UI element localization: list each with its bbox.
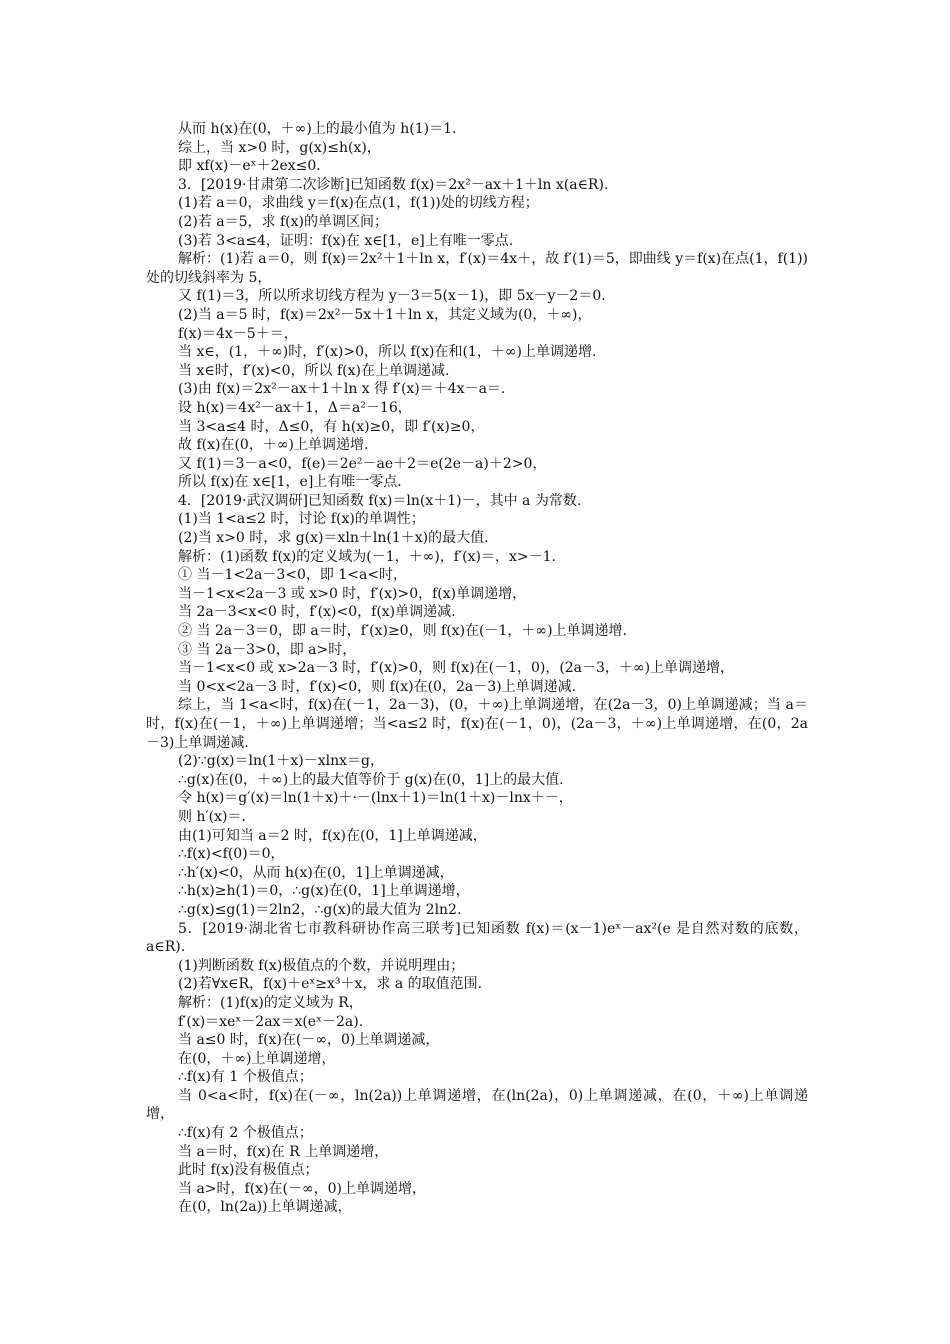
text-line: (2)若∀x∈R，f(x)＋eˣ≥x³＋x，求 a 的取值范围. [178, 976, 483, 993]
text-line: 解析：(1)f(x)的定义域为 R， [178, 994, 363, 1011]
problem-5-heading: 5．[2019·湖北省七市教科研协作高三联考]已知函数 f(x)＝(x－1)eˣ－ax²(e 是自然对数的底数，a∈R). [146, 920, 808, 956]
text-line: 综上，当 x>0 时，g(x)≤h(x)， [178, 139, 381, 156]
text-line: 又 f(1)＝3，所以所求切线方程为 y－3＝5(x－1)，即 5x－y－2＝0. [178, 288, 606, 305]
text-line: ① 当－1<2a－3<0，即 1<a<时， [178, 567, 408, 584]
text-line: 在(0，＋∞)上单调递增， [178, 1050, 336, 1067]
text-line: (1)判断函数 f(x)极值点的个数，并说明理由； [178, 957, 465, 974]
text-line: 从而 h(x)在(0，＋∞)上的最小值为 h(1)＝1. [178, 121, 457, 137]
text-line: 设 h(x)＝4x²－ax＋1，Δ＝a²－16， [178, 399, 412, 416]
text-line: ∴g(x)在(0，＋∞)上的最大值等价于 g(x)在(0，1]上的最大值. [178, 771, 564, 788]
text-line: f′(x)＝xeˣ－2ax＝x(eˣ－2a). [178, 1013, 364, 1030]
text-line: (2)∵g(x)＝ln(1＋x)－xlnx＝g， [178, 753, 384, 770]
text-line: (3)由 f(x)＝2x²－ax＋1＋ln x 得 f′(x)＝＋4x－a＝. [178, 381, 506, 398]
text-line: 当－1<x<2a－3 或 x>0 时，f′(x)>0，f(x)单调递增， [178, 585, 527, 602]
problem-4-heading: 4．[2019·武汉调研]已知函数 f(x)＝ln(x＋1)－，其中 a 为常数. [178, 492, 582, 509]
text-line: 即 xf(x)－eˣ＋2ex≤0. [178, 158, 321, 175]
text-line: 当－1<x<0 或 x>2a－3 时，f′(x)>0，则 f(x)在(－1，0)，(2a－3，＋∞)上单调递增， [178, 660, 735, 677]
text-line: 令 h(x)＝g′(x)＝ln(1＋x)＋·－(lnx＋1)＝ln(1＋x)－lnx＋－， [178, 790, 573, 807]
text-line: f(x)＝4x－5＋＝， [178, 325, 298, 342]
text-line: 此时 f(x)没有极值点； [178, 1162, 319, 1179]
text-line: ∴h(x)≥h(1)＝0，∴g(x)在(0，1]上单调递增， [178, 883, 470, 900]
summary-paragraph: 综上，当 1<a<时，f(x)在(－1，2a－3)，(0，＋∞)上单调递增，在(2a－3，0)上单调递减；当 a＝时，f(x)在(－1，＋∞)上单调递增；当<a≤2 时，f(x)在(－1，0)，(2a－3，＋∞)上单调递增，在(0，2a－3)上单调递减. [146, 697, 808, 751]
text-line: ③ 当 2a－3>0，即 a>时， [178, 641, 357, 658]
text-line: 当 a≤0 时，f(x)在(－∞，0)上单调递减， [178, 1032, 440, 1049]
text-line: 当 x∈，(1，＋∞)时，f′(x)>0，所以 f(x)在和(1，＋∞)上单调递增. [178, 344, 597, 361]
text-line: 由(1)可知当 a＝2 时，f(x)在(0，1]上单调递减， [178, 827, 487, 844]
text-line: ∴f(x)有 1 个极值点； [178, 1069, 313, 1086]
text-line: ∴g(x)≤g(1)＝2ln2，∴g(x)的最大值为 2ln2. [178, 901, 462, 918]
text-line: 解析：(1)函数 f(x)的定义域为(－1，＋∞)，f′(x)＝，x>－1. [178, 548, 556, 565]
text-line: (3)若 3<a≤4，证明：f(x)在 x∈[1，e]上有唯一零点. [178, 232, 514, 249]
text-line: (1)若 a＝0，求曲线 y＝f(x)在点(1，f(1))处的切线方程； [178, 195, 539, 212]
text-line: (2)当 x>0 时，求 g(x)＝xln＋ln(1＋x)的最大值. [178, 530, 489, 547]
text-line: 在(0，ln(2a))上单调递减， [178, 1199, 352, 1216]
solution-paragraph: 解析：(1)若 a＝0，则 f(x)＝2x²＋1＋ln x，f′(x)＝4x＋，故 f′(1)＝5，即曲线 y＝f(x)在点(1，f(1))处的切线斜率为 5， [146, 251, 808, 286]
text-line: (2)若 a＝5，求 f(x)的单调区间； [178, 213, 388, 230]
text-line: 又 f(1)＝3－a<0，f(e)＝2e²－ae＋2＝e(2e－a)＋2>0， [178, 455, 547, 472]
text-line: ∴f(x)有 2 个极值点； [178, 1125, 313, 1142]
text-line: 故 f(x)在(0，＋∞)上单调递增. [178, 437, 369, 454]
text-line: ∴h′(x)<0，从而 h(x)在(0，1]上单调递减， [178, 864, 454, 881]
text-line: 所以 f(x)在 x∈[1，e]上有唯一零点. [178, 474, 402, 491]
text-line: 则 h′(x)＝. [178, 808, 246, 825]
text-line: 当 a＝时，f(x)在 R 上单调递增， [178, 1143, 389, 1160]
document-body [146, 120, 808, 1217]
text-line: 当 2a－3<x<0 时，f′(x)<0，f(x)单调递减. [178, 604, 456, 621]
text-line: 当 0<a<时，f(x)在(－∞，ln(2a))上单调递增，在(ln(2a)，0)上单调递减，在(0，＋∞)上单调递增， [146, 1087, 808, 1123]
text-line: 当 0<x<2a－3 时，f′(x)<0，则 f(x)在(0，2a－3)上单调递减. [178, 678, 577, 695]
text-line: ∴f(x)<f(0)＝0， [178, 846, 285, 863]
text-line: (1)当 1<a≤2 时，讨论 f(x)的单调性； [178, 511, 425, 528]
text-line: 当 a>时，f(x)在(－∞，0)上单调递增， [178, 1180, 427, 1197]
text-line: 当 3<a≤4 时，Δ≤0，有 h(x)≥0，即 f′(x)≥0， [178, 418, 485, 435]
text-line: 当 x∈时，f′(x)<0，所以 f(x)在上单调递减. [178, 362, 450, 379]
text-line: (2)当 a＝5 时，f(x)＝2x²－5x＋1＋ln x，其定义域为(0，＋∞)， [178, 306, 592, 323]
problem-3-heading: 3．[2019·甘肃第二次诊断]已知函数 f(x)＝2x²－ax＋1＋ln x(a∈R). [178, 176, 609, 193]
text-line: ② 当 2a－3＝0，即 a＝时，f′(x)≥0，则 f(x)在(－1，＋∞)上单调递增. [178, 623, 627, 640]
